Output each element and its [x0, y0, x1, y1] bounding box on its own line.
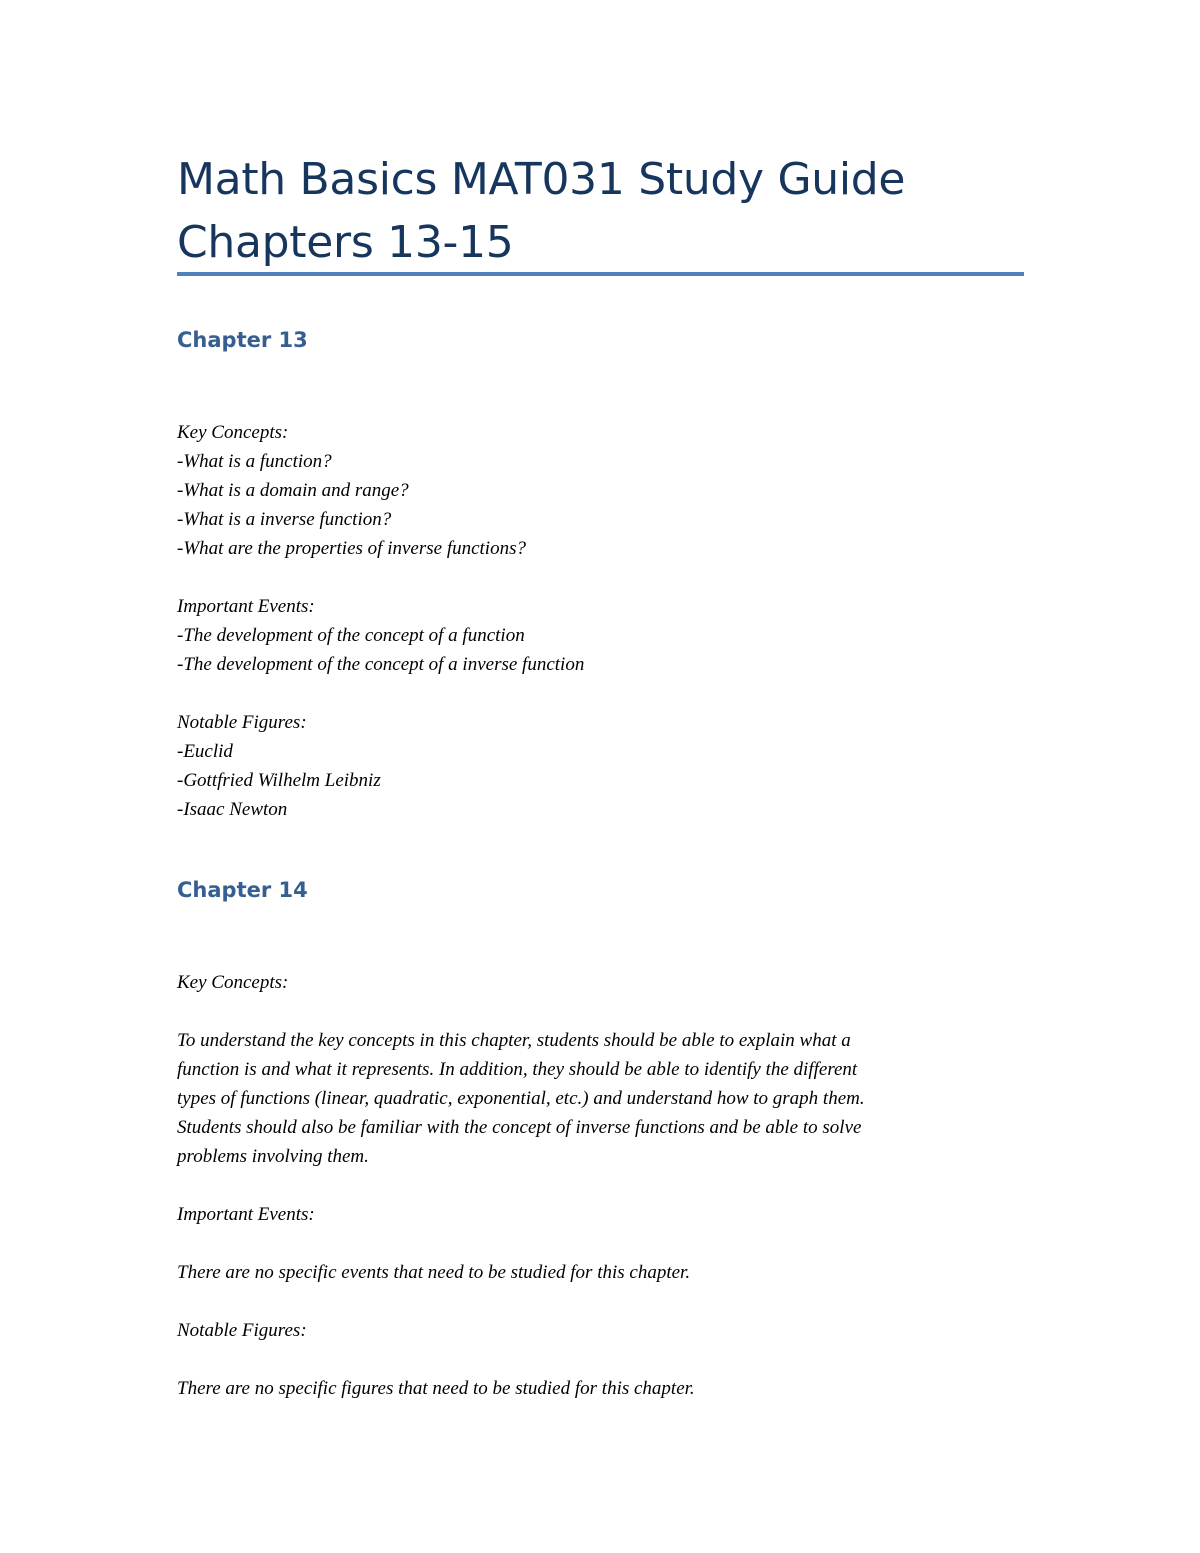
spacer: [177, 1287, 997, 1316]
notable-figure-item: -Euclid: [177, 741, 233, 762]
notable-figures-text: There are no specific figures that need to be studied for this chapter.: [177, 1378, 695, 1399]
spacer: [177, 997, 997, 1026]
title-underline: [177, 272, 1024, 276]
spacer: [177, 679, 997, 708]
paragraph-line: types of functions (linear, quadratic, exponential, etc.) and understand how to graph them.: [177, 1088, 865, 1109]
paragraph-line: problems involving them.: [177, 1146, 369, 1167]
important-event-item: -The development of the concept of a function: [177, 625, 525, 646]
key-concept-item: -What is a function?: [177, 451, 332, 472]
key-concept-item: -What are the properties of inverse functions?: [177, 538, 526, 559]
title-line-1: Math Basics MAT031 Study Guide: [177, 154, 906, 205]
spacer: [177, 563, 997, 592]
important-event-item: -The development of the concept of a inverse function: [177, 654, 585, 675]
key-concepts-label: Key Concepts:: [177, 422, 289, 443]
chapter-13-body: [177, 418, 997, 824]
spacer: [177, 1171, 997, 1200]
chapter-13-heading: Chapter 13: [177, 328, 308, 352]
paragraph-line: Students should also be familiar with the concept of inverse functions and be able to solve: [177, 1117, 862, 1138]
notable-figure-item: -Gottfried Wilhelm Leibniz: [177, 770, 381, 791]
important-events-label: Important Events:: [177, 1204, 315, 1225]
document-title: [177, 148, 1024, 274]
chapter-14-heading: Chapter 14: [177, 878, 308, 902]
important-events-label: Important Events:: [177, 596, 315, 617]
important-events-text: There are no specific events that need to be studied for this chapter.: [177, 1262, 691, 1283]
key-concepts-label: Key Concepts:: [177, 972, 289, 993]
key-concept-item: -What is a domain and range?: [177, 480, 409, 501]
spacer: [177, 1345, 997, 1374]
chapter-14-body: [177, 968, 997, 1403]
spacer: [177, 1229, 997, 1258]
notable-figures-label: Notable Figures:: [177, 712, 307, 733]
notable-figures-label: Notable Figures:: [177, 1320, 307, 1341]
paragraph-line: To understand the key concepts in this chapter, students should be able to explain what a: [177, 1030, 851, 1051]
key-concept-item: -What is a inverse function?: [177, 509, 392, 530]
notable-figure-item: -Isaac Newton: [177, 799, 288, 820]
paragraph-line: function is and what it represents. In addition, they should be able to identify the different: [177, 1059, 858, 1080]
title-line-2: Chapters 13-15: [177, 217, 514, 268]
